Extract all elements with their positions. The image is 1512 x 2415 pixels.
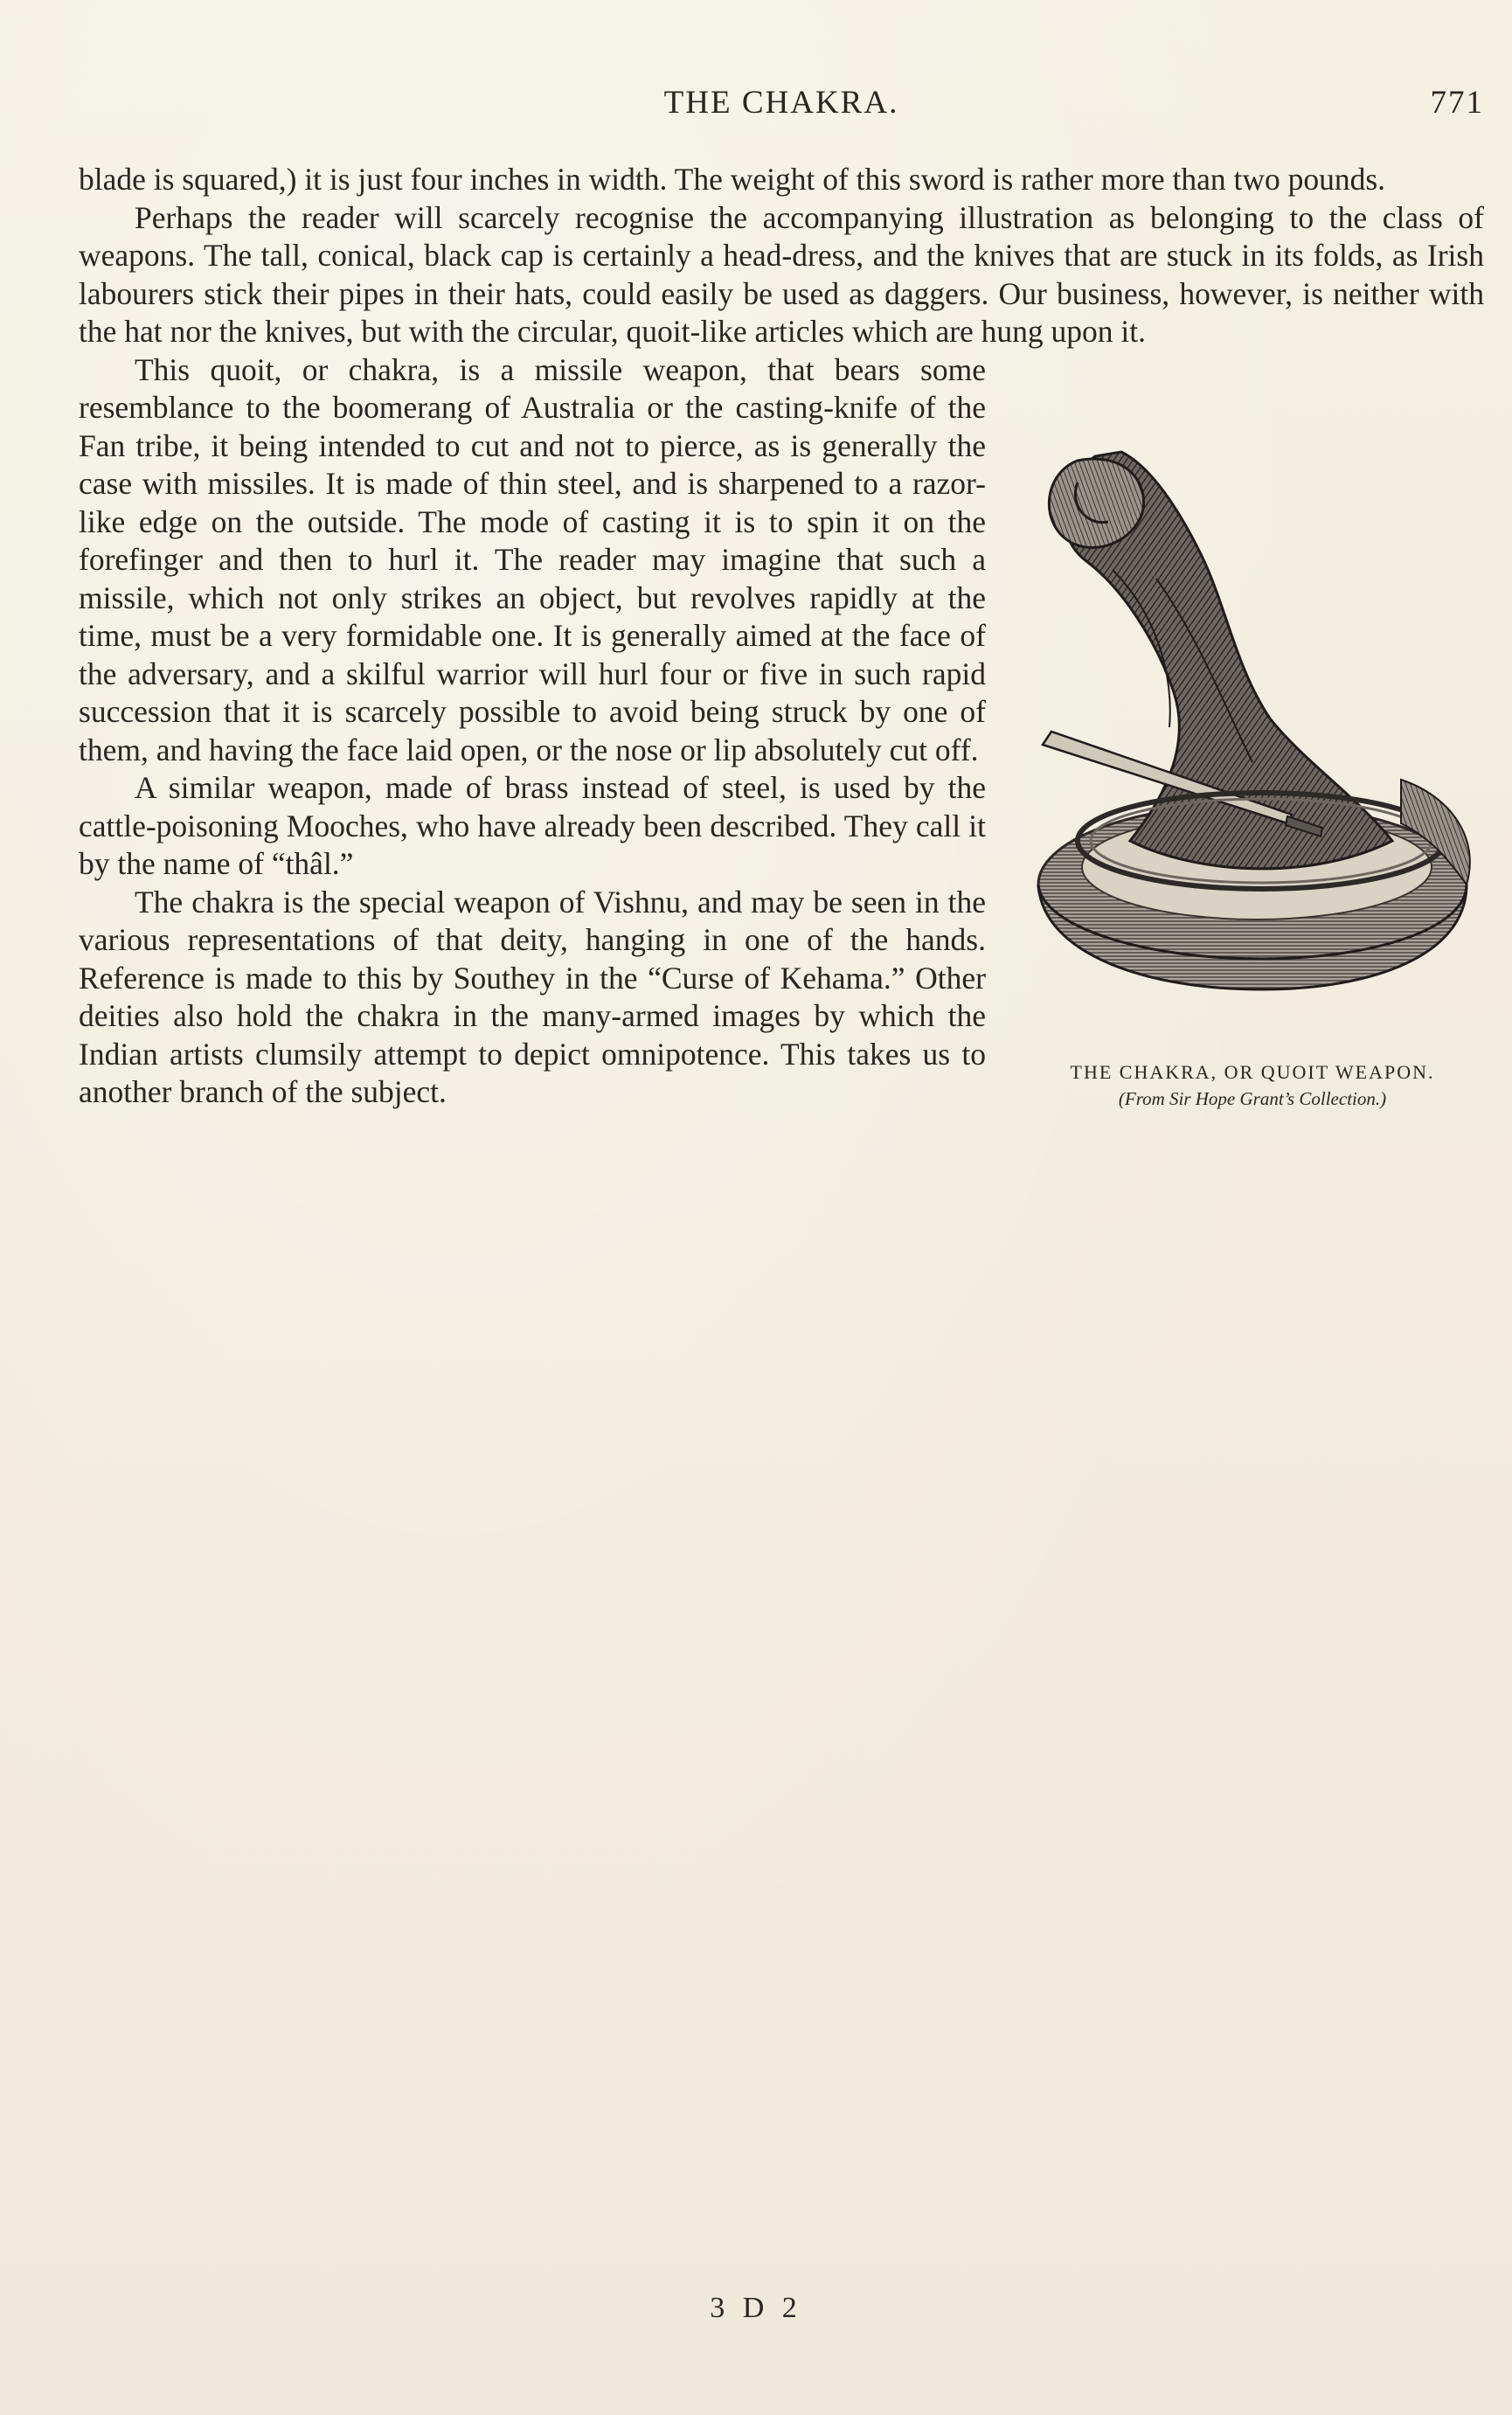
paragraph: Perhaps the reader will scarcely recognise the accompanying illustration as belonging to the class of weapons. The tall, conical, black cap is certainly a head-dress, and the knives that are stuck in its folds, as Irish labourers stick their pipes in their hats, could easily be used as daggers. Our business, however, is neither with the hat nor the knives, but with the circular, quoit-like articles which are hung upon it.	[79, 199, 1484, 349]
chakra-illustration	[1025, 430, 1480, 1024]
running-head	[79, 84, 1484, 128]
page-title: THE CHAKRA.	[663, 85, 899, 121]
page-number: 771	[1430, 85, 1484, 121]
paragraph: A similar weapon, made of brass instead of steel, is used by the cattle-poisoning Mooches, who have already been described. They call it by the name of “thâl.”	[79, 770, 986, 881]
figure	[1021, 430, 1484, 1112]
body-text	[79, 161, 1484, 1124]
figure-source: (From Sir Hope Grant’s Collection.)	[1118, 1087, 1387, 1109]
paragraph: The chakra is the special weapon of Vishnu, and may be seen in the various representations of that deity, hanging in one of the hands. Reference is made to this by Southey in the “Curse of Kehama.” Other deities also hold the chakra in the many-armed images by which the Indian artists clumsily attempt to depict omnipotence. This takes us to another branch of the subject.	[79, 884, 986, 1109]
figure-caption: THE CHAKRA, OR QUOIT WEAPON.	[1070, 1060, 1435, 1083]
paragraph: This quoit, or chakra, is a missile weapon, that bears some resemblance to the boomerang of Australia or the casting-knife of the Fan tribe, it being intended to cut and not to pierce, as is generally the case with missiles. It is made of thin steel, and is sharpened to a razor-like edge on the outside. The mode of casting it is to spin it on the forefinger and then to hurl it. The reader may imagine that such a missile, which not only strikes an object, but revolves rapidly at the time, must be a very formidable one. It is generally aimed at the face of the adversary, and a skilful warrior will hurl four or five in such rapid succession that it is scarcely possible to avoid being struck by one of them, and having the face laid open, or the nose or lip absolutely cut off.	[79, 351, 986, 767]
paragraph: blade is squared,) it is just four inches in width. The weight of this sword is rather more than two pounds.	[79, 162, 1386, 197]
signature-mark: 3 D 2	[710, 2292, 802, 2324]
